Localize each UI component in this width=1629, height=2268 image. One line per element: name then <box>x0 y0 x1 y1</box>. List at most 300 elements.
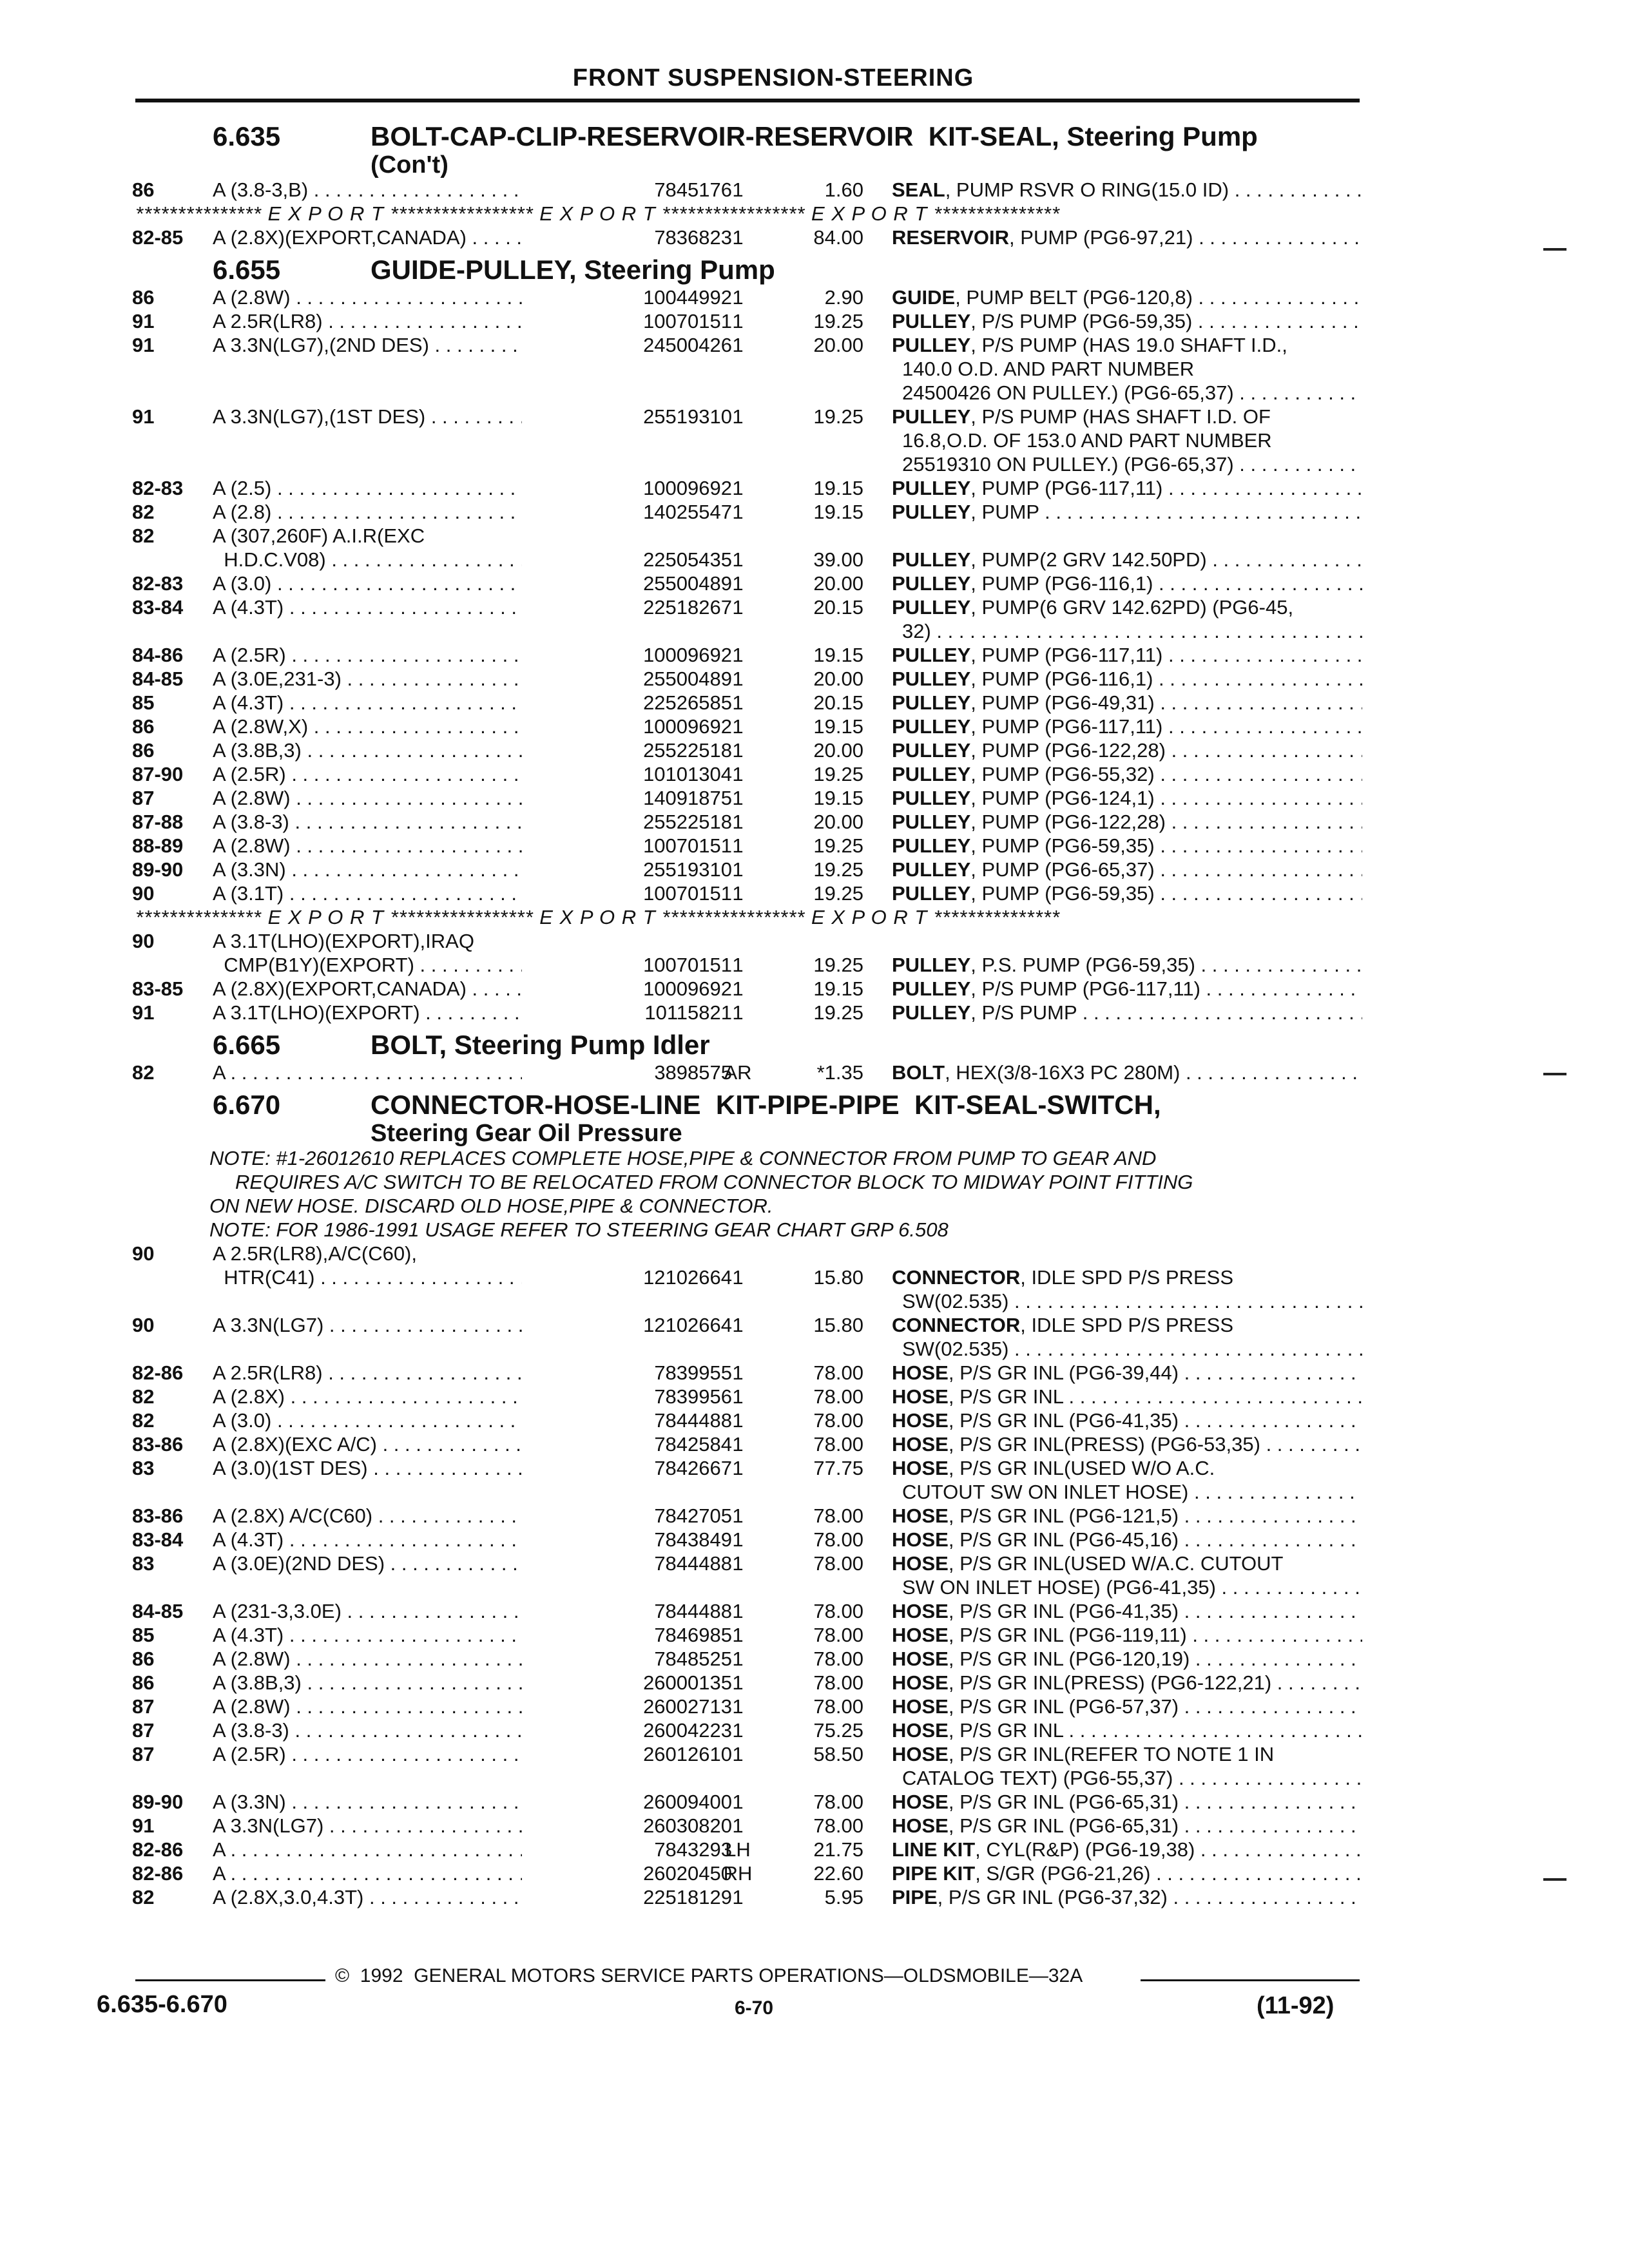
model-year: 90 <box>132 1242 155 1265</box>
quantity: 1 <box>732 763 744 785</box>
price: 20.00 <box>813 334 863 356</box>
quantity: 1 <box>732 1504 744 1527</box>
price: 78.00 <box>813 1695 863 1718</box>
page-footer <box>0 1965 1629 2068</box>
price: 19.25 <box>813 1001 863 1024</box>
application: A (2.5R) . . . <box>213 762 554 786</box>
model-year: 86 <box>132 1648 155 1670</box>
part-description: 32) . . . <box>902 619 1362 643</box>
price: 20.00 <box>813 811 863 833</box>
price: 15.80 <box>813 1266 863 1289</box>
part-description: CONNECTOR, IDLE SPD P/S PRESS <box>892 1314 1234 1336</box>
price: 75.25 <box>813 1719 863 1742</box>
application: A (2.5R) . . . <box>213 643 554 667</box>
copyright-notice: © 1992 GENERAL MOTORS SERVICE PARTS OPERATIONS—OLDSMOBILE—32A <box>335 1965 1083 1986</box>
application: A . . . <box>213 1861 554 1885</box>
part-name: PULLEY <box>892 548 971 571</box>
quantity: 1 <box>732 1695 744 1718</box>
application: A . . . <box>213 1838 554 1861</box>
part-number: 25500489 <box>522 667 732 691</box>
price: 19.15 <box>813 977 863 1000</box>
part-description: CUTOUT SW ON INLET HOSE) . . . <box>902 1480 1362 1504</box>
model-year: 86 <box>132 715 155 738</box>
application: A (3.3N) . . . <box>213 1790 554 1814</box>
part-name: HOSE <box>892 1385 949 1408</box>
quantity: 1 <box>732 596 744 619</box>
part-number: 12102664 <box>522 1265 732 1289</box>
quantity: 1 <box>732 1743 744 1765</box>
quantity: 1 <box>732 178 744 201</box>
application: A (3.0) . . . <box>213 572 554 595</box>
model-year: 82 <box>132 501 155 523</box>
part-number: 7842667 <box>522 1456 732 1480</box>
part-name: PULLEY <box>892 834 971 857</box>
part-number: 10009692 <box>522 643 732 667</box>
part-description: PULLEY, PUMP (PG6-117,11) . . . <box>892 476 1362 500</box>
price: 78.00 <box>813 1504 863 1527</box>
part-number: 22518129 <box>522 1885 732 1909</box>
application: A (3.8-3) . . . <box>213 1718 554 1742</box>
part-description: HOSE, P/S GR INL (PG6-120,19) . . . <box>892 1647 1362 1671</box>
part-description: PULLEY, P/S PUMP . . . <box>892 1001 1362 1024</box>
model-year: 91 <box>132 334 155 356</box>
price: 20.15 <box>813 596 863 619</box>
quantity: 1 <box>732 1719 744 1742</box>
model-year: 82 <box>132 1886 155 1908</box>
quantity: AR <box>724 1061 752 1084</box>
quantity: 1 <box>732 834 744 857</box>
part-description: HOSE, P/S GR INL (PG6-119,11) . . . <box>892 1623 1362 1647</box>
price: 78.00 <box>813 1385 863 1408</box>
price: 15.80 <box>813 1314 863 1336</box>
part-number: 25522518 <box>522 810 732 834</box>
quantity: 1 <box>732 1001 744 1024</box>
model-year: 89-90 <box>132 858 184 881</box>
application: A (2.8) . . . <box>213 500 554 524</box>
quantity: 1 <box>732 1600 744 1622</box>
part-description: PULLEY, P.S. PUMP (PG6-59,35) . . . <box>892 953 1362 977</box>
part-number: 12102664 <box>522 1313 732 1337</box>
part-row <box>0 1061 1629 1084</box>
model-year: 82 <box>132 1385 155 1408</box>
application: A (3.8-3,B) . . . <box>213 178 554 202</box>
part-name: HOSE <box>892 1361 949 1384</box>
part-row <box>0 1528 1629 1552</box>
part-description: LINE KIT, CYL(R&P) (PG6-19,38) . . . <box>892 1838 1362 1861</box>
section-title: BOLT-CAP-CLIP-RESERVOIR-RESERVOIR KIT-SEAL, Steering Pump <box>371 121 1258 151</box>
part-number: 14091875 <box>522 786 732 810</box>
price: 78.00 <box>813 1409 863 1432</box>
part-row <box>0 1623 1629 1647</box>
revision-date: (11-92) <box>1257 1992 1335 2019</box>
part-description: GUIDE, PUMP BELT (PG6-120,8) . . . <box>892 285 1362 309</box>
margin-mark <box>1543 1073 1566 1075</box>
application: A (4.3T) . . . <box>213 1623 554 1647</box>
quantity: 1 <box>732 691 744 714</box>
part-number: 26030820 <box>522 1814 732 1838</box>
part-number: 10101304 <box>522 762 732 786</box>
quantity: 1 <box>732 1552 744 1575</box>
quantity: 1 <box>732 954 744 976</box>
part-row <box>0 405 1629 428</box>
part-description: 140.0 O.D. AND PART NUMBER <box>902 358 1195 380</box>
part-number: 7844488 <box>522 1552 732 1575</box>
application: A 3.3N(LG7),(2ND DES) . . . <box>213 333 554 357</box>
price: 58.50 <box>813 1743 863 1765</box>
part-number: 3898575 <box>522 1061 732 1084</box>
spacer <box>0 1084 1629 1090</box>
part-row <box>0 977 1629 1001</box>
part-description: PULLEY, PUMP (PG6-122,28) . . . <box>892 810 1362 834</box>
model-year: 90 <box>132 1314 155 1336</box>
part-description: HOSE, P/S GR INL(USED W/O A.C. <box>892 1457 1215 1479</box>
description-continuation <box>0 428 1629 452</box>
margin-mark <box>1543 1878 1566 1881</box>
quantity: 1 <box>732 572 744 595</box>
export-divider <box>0 905 1629 929</box>
quantity: 1 <box>732 977 744 1000</box>
price: *1.35 <box>816 1061 863 1084</box>
quantity: 1 <box>732 882 744 905</box>
price: 78.00 <box>813 1624 863 1646</box>
part-number: 7839955 <box>522 1361 732 1385</box>
model-year: 86 <box>132 286 155 309</box>
quantity: 1 <box>732 334 744 356</box>
model-year: 86 <box>132 739 155 762</box>
part-row <box>0 858 1629 881</box>
part-row <box>0 667 1629 691</box>
price: 78.00 <box>813 1528 863 1551</box>
model-year: 91 <box>132 1814 155 1837</box>
part-row <box>0 1001 1629 1024</box>
part-name: PULLEY <box>892 977 971 1000</box>
part-description: HOSE, P/S GR INL (PG6-39,44) . . . <box>892 1361 1362 1385</box>
price: 78.00 <box>813 1671 863 1694</box>
model-year: 83 <box>132 1552 155 1575</box>
application: A (307,260F) A.I.R(EXC <box>213 524 425 547</box>
application: CMP(B1Y)(EXPORT) . . . <box>213 953 554 977</box>
part-description: CATALOG TEXT) (PG6-55,37) . . . <box>902 1766 1362 1790</box>
part-number: 22526585 <box>522 691 732 715</box>
model-year: 88-89 <box>132 834 184 857</box>
model-year: 83-84 <box>132 1528 184 1551</box>
price: 78.00 <box>813 1791 863 1813</box>
part-description: CONNECTOR, IDLE SPD P/S PRESS <box>892 1266 1234 1289</box>
price: 19.25 <box>813 834 863 857</box>
part-name: HOSE <box>892 1743 949 1765</box>
part-number: 22505435 <box>522 548 732 572</box>
part-number: 10070151 <box>522 834 732 858</box>
note-text: REQUIRES A/C SWITCH TO BE RELOCATED FROM CONNECTOR BLOCK TO MIDWAY POINT FITTING <box>235 1171 1193 1193</box>
part-name: PIPE <box>892 1886 938 1908</box>
part-description: SEAL, PUMP RSVR O RING(15.0 ID) . . . <box>892 178 1362 202</box>
part-number: 7842705 <box>522 1504 732 1528</box>
model-year: 91 <box>132 310 155 332</box>
part-row <box>0 333 1629 357</box>
model-year: 90 <box>132 930 155 952</box>
model-year: 91 <box>132 1001 155 1024</box>
part-name: HOSE <box>892 1624 949 1646</box>
model-year: 87-90 <box>132 763 184 785</box>
quantity: 1 <box>732 1791 744 1813</box>
part-name: PIPE KIT <box>892 1862 976 1885</box>
part-name: PULLEY <box>892 334 971 356</box>
part-row <box>0 1361 1629 1385</box>
model-year: 84-86 <box>132 644 184 666</box>
price: 20.00 <box>813 572 863 595</box>
model-year: 83 <box>132 1457 155 1479</box>
part-description: PULLEY, PUMP (PG6-124,1) . . . <box>892 786 1362 810</box>
price: 78.00 <box>813 1361 863 1384</box>
part-number: 26012610 <box>522 1742 732 1766</box>
export-strip: *************** E X P O R T ***************** E X P O R T ***************** E X P O R T *************** <box>135 202 1060 225</box>
description-continuation <box>0 619 1629 643</box>
part-name: RESERVOIR <box>892 226 1010 249</box>
part-number: 10070151 <box>522 309 732 333</box>
model-year: 86 <box>132 1671 155 1694</box>
model-year: 84-85 <box>132 1600 184 1622</box>
part-number: 10044992 <box>522 285 732 309</box>
part-number: 26009400 <box>522 1790 732 1814</box>
part-row <box>0 1504 1629 1528</box>
part-description: SW(02.535) . . . <box>902 1289 1362 1313</box>
part-number: 7843293 <box>522 1838 732 1861</box>
part-description: SW(02.535) . . . <box>902 1337 1362 1361</box>
part-row <box>0 1552 1629 1575</box>
section-number: 6.670 <box>213 1090 281 1120</box>
price: 78.00 <box>813 1814 863 1837</box>
part-row <box>0 1313 1629 1337</box>
application: A 3.1T(LHO)(EXPORT),IRAQ <box>213 930 474 952</box>
part-row <box>0 476 1629 500</box>
application: A (2.8W) . . . <box>213 834 554 858</box>
part-number: 10009692 <box>522 977 732 1001</box>
part-description: PULLEY, P/S PUMP (PG6-59,35) . . . <box>892 309 1362 333</box>
part-description: 24500426 ON PULLEY.) (PG6-65,37) . . . <box>902 381 1362 405</box>
part-row <box>0 226 1629 249</box>
export-divider <box>0 202 1629 226</box>
part-description: PULLEY, PUMP (PG6-116,1) . . . <box>892 667 1362 691</box>
part-number: 25519310 <box>522 858 732 881</box>
part-row <box>0 691 1629 715</box>
application: A 3.1T(LHO)(EXPORT) . . . <box>213 1001 554 1024</box>
application: A (2.8X,3.0,4.3T) . . . <box>213 1885 554 1909</box>
quantity: 1 <box>732 405 744 428</box>
part-name: HOSE <box>892 1504 949 1527</box>
quantity: 1 <box>732 1886 744 1908</box>
export-strip: *************** E X P O R T ***************** E X P O R T ***************** E X P O R T *************** <box>135 906 1060 928</box>
model-year: 85 <box>132 1624 155 1646</box>
part-row <box>0 1599 1629 1623</box>
application: A (4.3T) . . . <box>213 1528 554 1552</box>
page-title: FRONT SUSPENSION-STEERING <box>572 64 974 91</box>
part-name: PULLEY <box>892 787 971 809</box>
price: 19.15 <box>813 477 863 499</box>
part-name: PULLEY <box>892 310 971 332</box>
description-continuation <box>0 1480 1629 1504</box>
application: A (2.8W,X) . . . <box>213 715 554 738</box>
application: A (2.8X)(EXPORT,CANADA) . . . <box>213 226 554 249</box>
part-description: HOSE, P/S GR INL(PRESS) (PG6-122,21) . . . <box>892 1671 1362 1695</box>
part-description: HOSE, P/S GR INL (PG6-65,31) . . . <box>892 1814 1362 1838</box>
part-description: 25519310 ON PULLEY.) (PG6-65,37) . . . <box>902 452 1362 476</box>
spacer <box>0 116 1629 121</box>
quantity: 1 <box>732 1528 744 1551</box>
part-row <box>0 548 1629 572</box>
part-row <box>0 178 1629 202</box>
application: A 2.5R(LR8) . . . <box>213 309 554 333</box>
section-heading <box>0 1030 1629 1061</box>
part-number: 10009692 <box>522 715 732 738</box>
part-description: PULLEY, P/S PUMP (PG6-117,11) . . . <box>892 977 1362 1001</box>
catalog-note <box>0 1146 1629 1170</box>
application: A 2.5R(LR8) . . . <box>213 1361 554 1385</box>
price: 19.15 <box>813 787 863 809</box>
application: A (3.0E,231-3) . . . <box>213 667 554 691</box>
part-row <box>0 1265 1629 1289</box>
quantity: 1 <box>732 1385 744 1408</box>
application: A (2.8X)(EXPORT,CANADA) . . . <box>213 977 554 1001</box>
price: 21.75 <box>813 1838 863 1861</box>
part-description: PIPE KIT, S/GR (PG6-21,26) . . . <box>892 1861 1362 1885</box>
description-continuation <box>0 381 1629 405</box>
part-row <box>0 500 1629 524</box>
part-row <box>0 309 1629 333</box>
part-name: PULLEY <box>892 477 971 499</box>
description-continuation <box>0 1337 1629 1361</box>
application: A (2.8W) . . . <box>213 1647 554 1671</box>
part-name: PULLEY <box>892 882 971 905</box>
section-heading-continued <box>0 152 1629 178</box>
description-continuation <box>0 452 1629 476</box>
application: A (2.5) . . . <box>213 476 554 500</box>
price: 22.60 <box>813 1862 863 1885</box>
part-description: PULLEY, PUMP(6 GRV 142.62PD) (PG6-45, <box>892 596 1294 619</box>
application: A (2.8W) . . . <box>213 786 554 810</box>
application: A (2.8X) . . . <box>213 1385 554 1408</box>
part-number: 26020450 <box>522 1861 732 1885</box>
part-row <box>0 786 1629 810</box>
model-year: 82 <box>132 1061 155 1084</box>
part-description: SW ON INLET HOSE) (PG6-41,35) . . . <box>902 1575 1362 1599</box>
part-row <box>0 1456 1629 1480</box>
part-name: PULLEY <box>892 572 971 595</box>
quantity: 1 <box>732 811 744 833</box>
quantity: 1 <box>732 858 744 881</box>
part-row <box>0 1814 1629 1838</box>
price: 19.25 <box>813 310 863 332</box>
model-year: 84-85 <box>132 668 184 690</box>
part-number: 7844488 <box>522 1408 732 1432</box>
section-number: 6.635 <box>213 121 281 151</box>
part-row <box>0 1838 1629 1861</box>
part-number: 10070151 <box>522 881 732 905</box>
footer-rule-left <box>135 1979 325 1981</box>
description-continuation <box>0 1575 1629 1599</box>
application: A (4.3T) . . . <box>213 595 554 619</box>
part-description: PULLEY, PUMP (PG6-122,28) . . . <box>892 738 1362 762</box>
part-name: GUIDE <box>892 286 956 309</box>
price: 78.00 <box>813 1600 863 1622</box>
application: A (2.8W) . . . <box>213 285 554 309</box>
section-range: 6.635-6.670 <box>97 1991 227 2018</box>
part-name: HOSE <box>892 1552 949 1575</box>
part-row <box>0 738 1629 762</box>
description-continuation <box>0 357 1629 381</box>
part-name: PULLEY <box>892 954 971 976</box>
part-name: HOSE <box>892 1814 949 1837</box>
price: 20.15 <box>813 691 863 714</box>
section-title: BOLT, Steering Pump Idler <box>371 1030 710 1060</box>
model-year: 89-90 <box>132 1791 184 1813</box>
part-name: PULLEY <box>892 858 971 881</box>
price: 19.25 <box>813 882 863 905</box>
part-number: 26004223 <box>522 1718 732 1742</box>
model-year: 82 <box>132 1409 155 1432</box>
application: A (2.8X) A/C(C60) . . . <box>213 1504 554 1528</box>
section-title: GUIDE-PULLEY, Steering Pump <box>371 255 775 285</box>
quantity: 1 <box>732 286 744 309</box>
application: A (3.1T) . . . <box>213 881 554 905</box>
model-year: 85 <box>132 691 155 714</box>
margin-mark <box>1543 248 1566 251</box>
part-description: PULLEY, PUMP (PG6-65,37) . . . <box>892 858 1362 881</box>
application: A . . . <box>213 1061 554 1084</box>
price: 78.00 <box>813 1648 863 1670</box>
part-description: HOSE, P/S GR INL (PG6-57,37) . . . <box>892 1695 1362 1718</box>
part-description: PULLEY, PUMP . . . <box>892 500 1362 524</box>
part-name: HOSE <box>892 1695 949 1718</box>
part-name: HOSE <box>892 1528 949 1551</box>
page-number: 6-70 <box>734 1997 774 2019</box>
part-row <box>0 929 1629 953</box>
price: 77.75 <box>813 1457 863 1479</box>
spacer <box>0 1024 1629 1030</box>
part-name: PULLEY <box>892 644 971 666</box>
part-row <box>0 810 1629 834</box>
quantity: 1 <box>732 226 744 249</box>
section-heading <box>0 255 1629 285</box>
part-description: HOSE, P/S GR INL (PG6-65,31) . . . <box>892 1790 1362 1814</box>
price: 19.25 <box>813 954 863 976</box>
part-description: HOSE, P/S GR INL . . . <box>892 1718 1362 1742</box>
quantity: 1 <box>732 310 744 332</box>
part-description: PULLEY, PUMP(2 GRV 142.50PD) . . . <box>892 548 1362 572</box>
footer-rule-right <box>1141 1979 1360 1981</box>
quantity: 1 <box>732 501 744 523</box>
part-row <box>0 834 1629 858</box>
application: A 3.3N(LG7),(1ST DES) . . . <box>213 405 554 428</box>
part-description: PULLEY, PUMP (PG6-55,32) . . . <box>892 762 1362 786</box>
part-description: PULLEY, PUMP (PG6-117,11) . . . <box>892 715 1362 738</box>
quantity: 1 <box>732 644 744 666</box>
application: A (3.8B,3) . . . <box>213 1671 554 1695</box>
part-number: 7848525 <box>522 1647 732 1671</box>
part-row <box>0 595 1629 619</box>
part-name: PULLEY <box>892 739 971 762</box>
application: A (2.8W) . . . <box>213 1695 554 1718</box>
part-description: HOSE, P/S GR INL(USED W/A.C. CUTOUT <box>892 1552 1284 1575</box>
model-year: 83-86 <box>132 1433 184 1456</box>
model-year: 87 <box>132 787 155 809</box>
section-title: Steering Gear Oil Pressure <box>371 1120 682 1147</box>
model-year: 82 <box>132 524 155 547</box>
part-number: 26002713 <box>522 1695 732 1718</box>
model-year: 82-86 <box>132 1838 184 1861</box>
part-row <box>0 1408 1629 1432</box>
part-number: 7839956 <box>522 1385 732 1408</box>
catalog-note <box>0 1218 1629 1242</box>
